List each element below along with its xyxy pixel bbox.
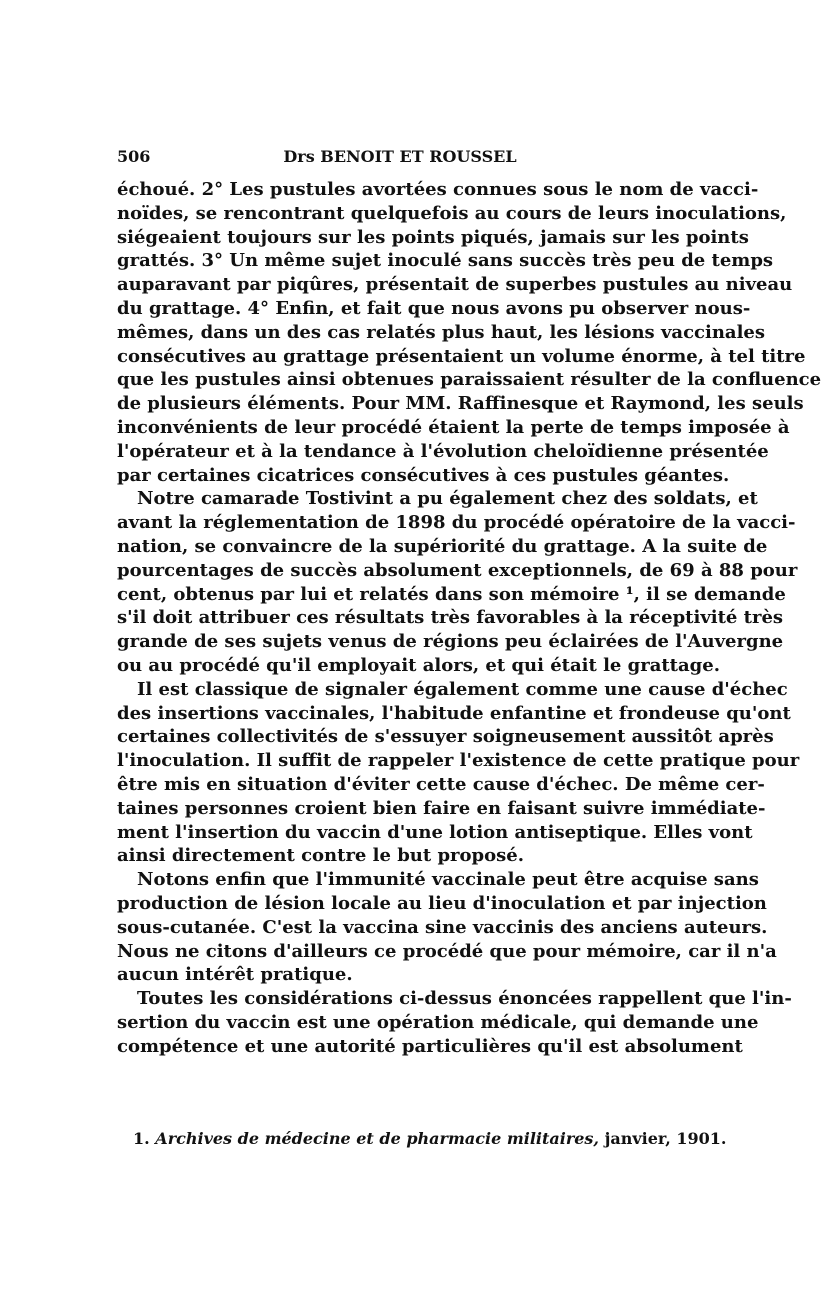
footnote-date: janvier, 1901.: [604, 1129, 727, 1148]
text-line: mêmes, dans un des cas relatés plus haut, les lésions vaccinales: [117, 321, 765, 343]
text-line: être mis en situation d'éviter cette cause d'échec. De même cer-: [117, 773, 765, 795]
text-line: taines personnes croient bien faire en faisant suivre immédiate-: [117, 797, 766, 819]
paragraph-start: Notre camarade Tostivint a pu également chez des soldats, et: [137, 488, 758, 510]
text-line: inconvénients de leur procédé étaient la perte de temps imposée à: [117, 416, 790, 438]
text-line: l'opérateur et à la tendance à l'évolution cheloïdienne présentée: [117, 440, 769, 462]
text-line: ainsi directement contre le but proposé.: [117, 845, 524, 867]
paragraph-start: Il est classique de signaler également comme une cause d'échec: [137, 678, 788, 700]
text-line: s'il doit attribuer ces résultats très favorables à la réceptivité très: [117, 607, 784, 629]
text-line: auparavant par piqûres, présentait de superbes pustules au niveau: [117, 274, 793, 296]
footnote: [133, 1127, 727, 1151]
footnote-title: Archives de médecine et de pharmacie militaires,: [155, 1129, 599, 1148]
text-line: consécutives au grattage présentaient un volume énorme, à tel titre: [117, 345, 806, 367]
text-line: cent, obtenus par lui et relatés dans son mémoire ¹, il se demande: [117, 583, 786, 605]
paragraph-start: Notons enfin que l'immunité vaccinale peut être acquise sans: [137, 869, 759, 891]
text-line: par certaines cicatrices consécutives à ces pustules géantes.: [117, 464, 730, 486]
text-line: Nous ne citons d'ailleurs ce procédé que pour mémoire, car il n'a: [117, 940, 777, 962]
text-line: grande de ses sujets venus de régions peu éclairées de l'Auvergne: [117, 631, 784, 653]
text-line: du grattage. 4° Enfin, et fait que nous avons pu observer nous-: [117, 297, 751, 319]
page-number: 506: [117, 147, 151, 166]
text-line: que les pustules ainsi obtenues paraissaient résulter de la confluence: [117, 369, 821, 391]
text-line: grattés. 3° Un même sujet inoculé sans succès très peu de temps: [117, 250, 774, 272]
page-header: [117, 143, 683, 173]
paragraph-start: Toutes les considérations ci-dessus énoncées rappellent que l'in-: [137, 988, 792, 1010]
text-line: sertion du vaccin est une opération médicale, qui demande une: [117, 1011, 759, 1033]
text-line: des insertions vaccinales, l'habitude enfantine et frondeuse qu'ont: [117, 702, 791, 724]
text-line: sous-cutanée. C'est la vaccina sine vaccinis des anciens auteurs.: [117, 916, 768, 938]
text-line: de plusieurs éléments. Pour MM. Raffinesque et Raymond, les seuls: [117, 393, 804, 415]
text-line: siégeaient toujours sur les points piqués, jamais sur les points: [117, 226, 749, 248]
text-line: l'inoculation. Il suffit de rappeler l'existence de cette pratique pour: [117, 750, 800, 772]
text-line: noïdes, se rencontrant quelquefois au cours de leurs inoculations,: [117, 202, 787, 224]
footnote-number: 1.: [133, 1129, 150, 1148]
text-line: échoué. 2° Les pustules avortées connues sous le nom de vacci-: [117, 179, 759, 200]
text-line: production de lésion locale au lieu d'inoculation et par injection: [117, 892, 767, 914]
text-line: pourcentages de succès absolument exceptionnels, de 69 à 88 pour: [117, 559, 798, 581]
text-line: aucun intérêt pratique.: [117, 964, 353, 986]
body-text: [117, 178, 821, 1058]
running-head: Drs BENOIT ET ROUSSEL: [283, 147, 517, 166]
text-line: nation, se convaincre de la supériorité du grattage. A la suite de: [117, 535, 768, 557]
text-line: ou au procédé qu'il employait alors, et qui était le grattage.: [117, 654, 720, 676]
text-line: ment l'insertion du vaccin d'une lotion antiseptique. Elles vont: [117, 821, 753, 843]
text-line: avant la réglementation de 1898 du procédé opératoire de la vacci-: [117, 512, 796, 534]
text-line: compétence et une autorité particulières qu'il est absolument: [117, 1035, 743, 1057]
text-line: certaines collectivités de s'essuyer soigneusement aussitôt après: [117, 726, 774, 748]
